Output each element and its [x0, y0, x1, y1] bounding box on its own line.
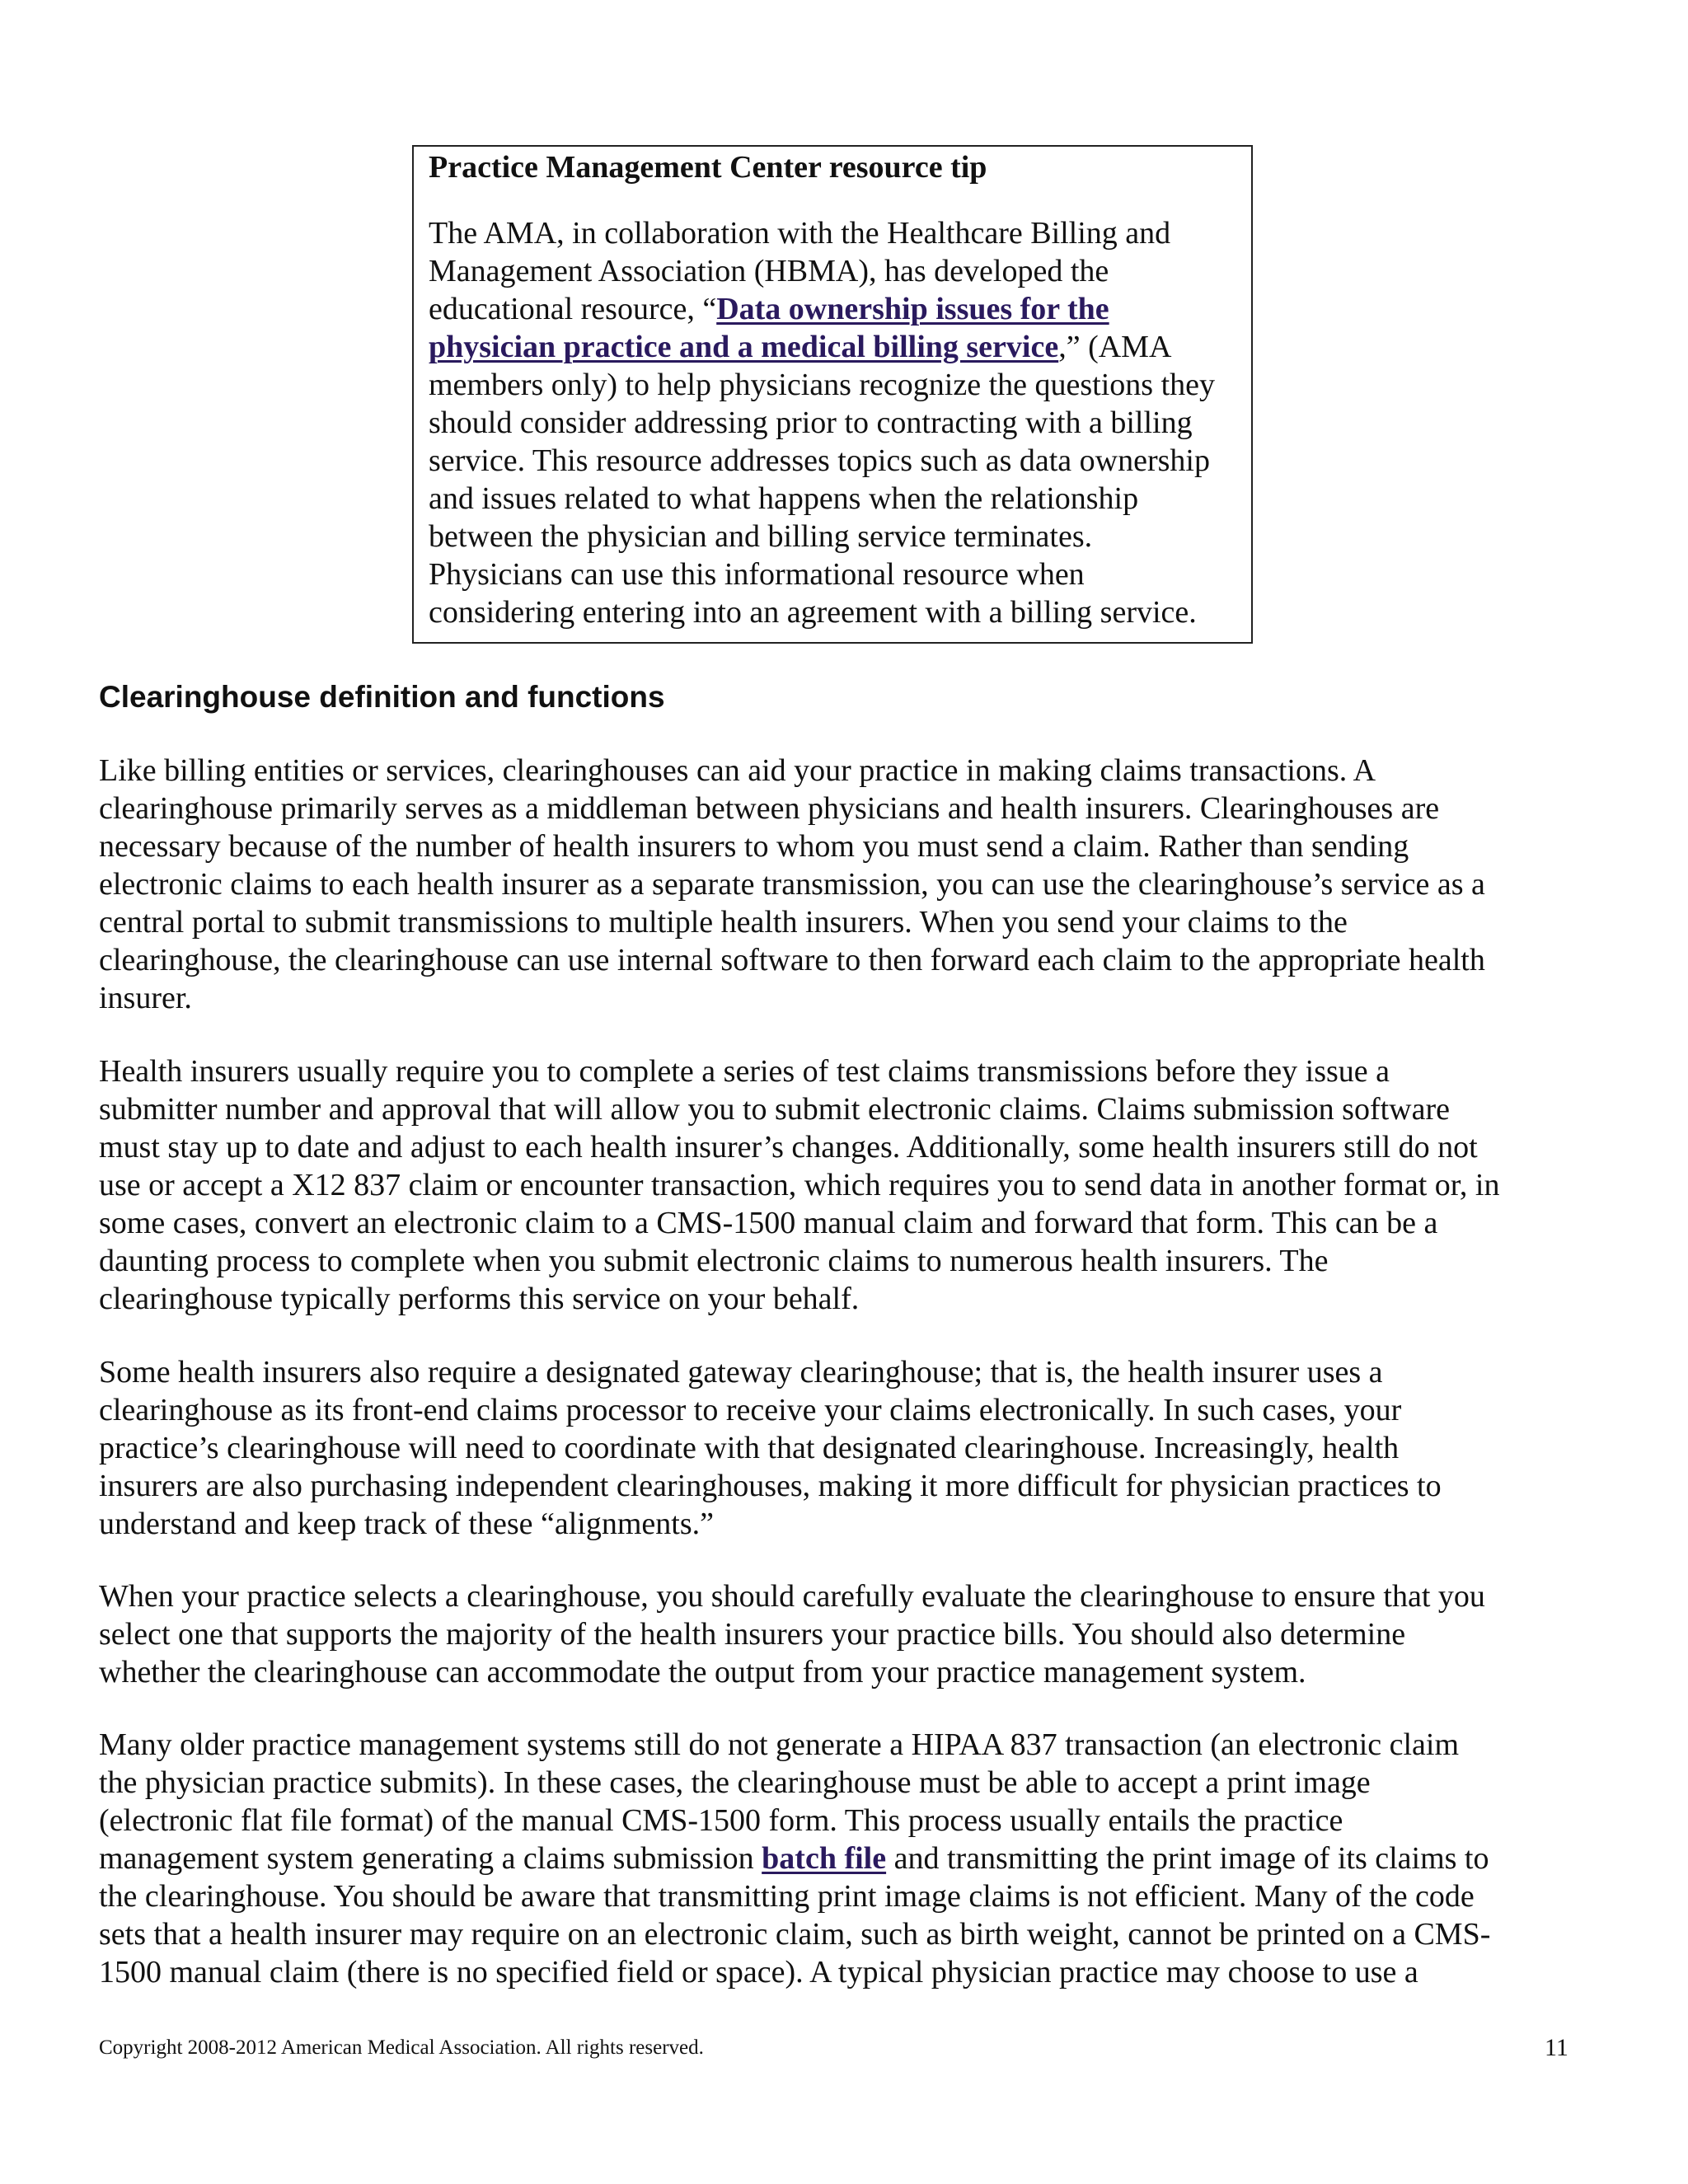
paragraph-line: When your practice selects a clearinghouse, you should carefully evaluate the clearinghouse to ensure that you: [99, 1579, 1485, 1614]
paragraph-line: clearinghouse, the clearinghouse can use internal software to then forward each claim to the appropriate health: [99, 943, 1485, 977]
tip-line: and issues related to what happens when the relationship: [429, 481, 1139, 516]
batch-file-link[interactable]: batch file: [762, 1841, 887, 1876]
tip-body: [429, 214, 1215, 631]
paragraph-line: Health insurers usually require you to complete a series of test claims transmissions before they issue a: [99, 1054, 1390, 1089]
tip-line: [429, 328, 1215, 366]
paragraph-line: 1500 manual claim (there is no specified field or space). A typical physician practice may choose to use a: [99, 1955, 1418, 1990]
section-heading: Clearinghouse definition and functions: [99, 680, 665, 714]
paragraph-text: management system generating a claims submission: [99, 1841, 762, 1876]
paragraph-line: insurer.: [99, 981, 192, 1015]
tip-line: Management Association (HBMA), has developed the: [429, 254, 1109, 288]
paragraph-line: practice’s clearinghouse will need to coordinate with that designated clearinghouse. Increasingly, health: [99, 1431, 1400, 1465]
paragraph-line: must stay up to date and adjust to each health insurer’s changes. Additionally, some health insurers still do not: [99, 1130, 1478, 1165]
tip-line: [429, 290, 1215, 328]
tip-line: between the physician and billing service terminates.: [429, 519, 1093, 554]
paragraph-4: [99, 1577, 1485, 1691]
tip-title: Practice Management Center resource tip: [429, 150, 987, 185]
paragraph-line: clearinghouse as its front-end claims processor to receive your claims electronically. In such cases, your: [99, 1393, 1402, 1427]
paragraph-text: and transmitting the print image of its claims to: [886, 1841, 1489, 1876]
data-ownership-link[interactable]: Data ownership issues for the: [716, 292, 1109, 326]
paragraph-line: Like billing entities or services, clearinghouses can aid your practice in making claims transactions. A: [99, 753, 1376, 788]
tip-line: considering entering into an agreement with a billing service.: [429, 595, 1197, 630]
paragraph-5: [99, 1726, 1490, 1991]
tip-line-text: educational resource, “: [429, 292, 717, 326]
tip-line: service. This resource addresses topics such as data ownership: [429, 443, 1210, 478]
footer-copyright: Copyright 2008-2012 American Medical Association. All rights reserved.: [99, 2036, 704, 2059]
paragraph-line: whether the clearinghouse can accommodate the output from your practice management system.: [99, 1655, 1306, 1690]
paragraph-line: [99, 1840, 1490, 1877]
paragraph-line: Some health insurers also require a designated gateway clearinghouse; that is, the health insurer uses a: [99, 1355, 1383, 1390]
tip-line-text: ,” (AMA: [1058, 330, 1172, 364]
paragraph-line: daunting process to complete when you submit electronic claims to numerous health insurers. The: [99, 1244, 1329, 1278]
paragraph-1: [99, 752, 1485, 1017]
paragraph-line: the clearinghouse. You should be aware that transmitting print image claims is not efficient. Many of the code: [99, 1879, 1475, 1914]
paragraph-line: some cases, convert an electronic claim to a CMS-1500 manual claim and forward that form. This can be a: [99, 1206, 1438, 1240]
tip-line: members only) to help physicians recognize the questions they: [429, 368, 1215, 402]
paragraph-line: understand and keep track of these “alignments.”: [99, 1507, 714, 1541]
paragraph-line: clearinghouse typically performs this service on your behalf.: [99, 1282, 860, 1316]
paragraph-line: electronic claims to each health insurer as a separate transmission, you can use the clearinghouse’s service as a: [99, 867, 1485, 902]
paragraph-line: use or accept a X12 837 claim or encounter transaction, which requires you to send data in another format or, in: [99, 1168, 1500, 1202]
paragraph-line: central portal to submit transmissions to multiple health insurers. When you send your claims to the: [99, 905, 1348, 940]
data-ownership-link-cont[interactable]: physician practice and a medical billing service: [429, 330, 1059, 364]
tip-line: should consider addressing prior to contracting with a billing: [429, 405, 1193, 440]
paragraph-line: (electronic flat file format) of the manual CMS-1500 form. This process usually entails the practice: [99, 1803, 1343, 1838]
tip-line: The AMA, in collaboration with the Healthcare Billing and: [429, 216, 1171, 251]
paragraph-line: insurers are also purchasing independent clearinghouses, making it more difficult for physician practices to: [99, 1469, 1442, 1503]
paragraph-line: necessary because of the number of health insurers to whom you must send a claim. Rather than sending: [99, 829, 1409, 864]
paragraph-line: sets that a health insurer may require on an electronic claim, such as birth weight, cannot be printed on a CMS-: [99, 1917, 1491, 1952]
page-number: 11: [1545, 2034, 1568, 2061]
paragraph-line: clearinghouse primarily serves as a middleman between physicians and health insurers. Clearinghouses are: [99, 791, 1440, 826]
paragraph-line: select one that supports the majority of the health insurers your practice bills. You should also determine: [99, 1617, 1406, 1652]
paragraph-2: [99, 1052, 1499, 1318]
paragraph-3: [99, 1353, 1442, 1543]
paragraph-line: submitter number and approval that will allow you to submit electronic claims. Claims submission software: [99, 1092, 1450, 1127]
tip-line: Physicians can use this informational resource when: [429, 557, 1085, 592]
paragraph-line: Many older practice management systems still do not generate a HIPAA 837 transaction (an electronic claim: [99, 1727, 1460, 1762]
paragraph-line: the physician practice submits). In these cases, the clearinghouse must be able to accept a print image: [99, 1765, 1371, 1800]
resource-tip-box: [412, 145, 1253, 644]
